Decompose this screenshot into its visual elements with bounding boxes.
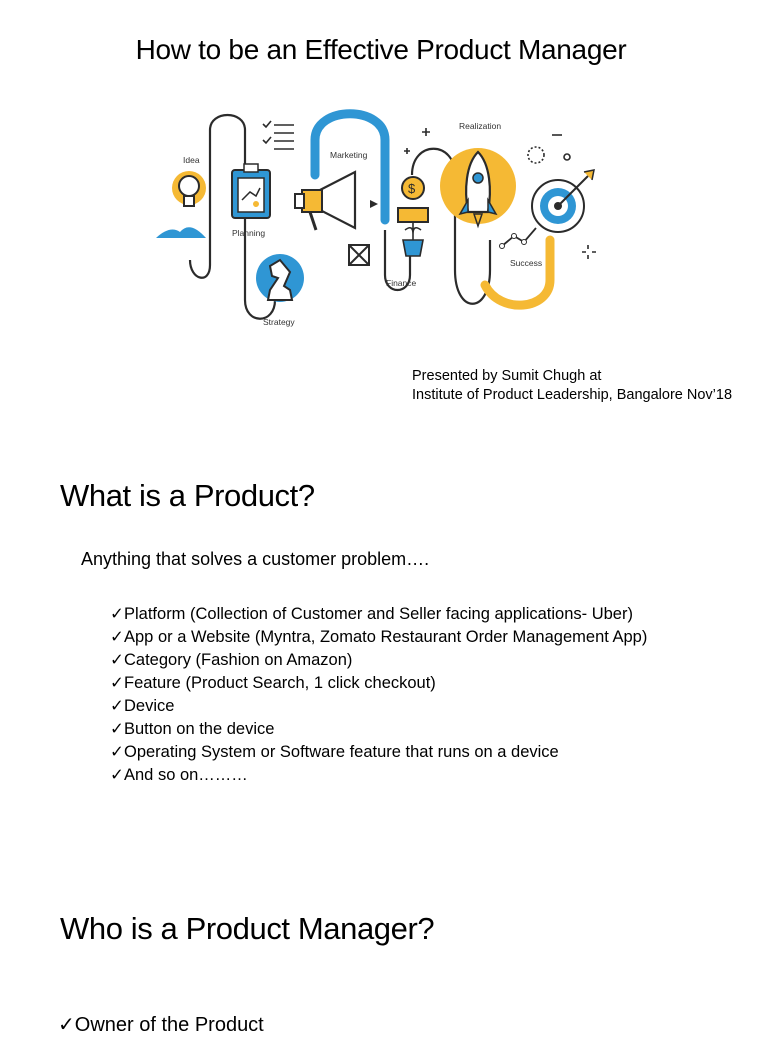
venue-line: Institute of Product Leadership, Bangalore Nov’18 xyxy=(412,386,733,403)
crossed-box-icon xyxy=(349,245,369,265)
product-journey-illustration xyxy=(70,100,650,340)
list-item: ✓Operating System or Software feature that runs on a device xyxy=(110,741,647,764)
checkmark-icon: ✓ xyxy=(110,743,124,761)
lightbulb-icon xyxy=(156,171,206,238)
clipboard-icon xyxy=(232,164,270,218)
label-planning: Planning xyxy=(232,228,266,238)
target-icon xyxy=(532,170,594,232)
rocket-icon xyxy=(440,148,516,226)
partial-list-item: ✓Owner of the Product xyxy=(58,1014,264,1036)
checkmark-icon: ✓ xyxy=(110,766,124,784)
section-heading-product-manager: Who is a Product Manager? xyxy=(60,911,435,946)
section-heading-product: What is a Product? xyxy=(60,478,315,513)
list-item: ✓Category (Fashion on Amazon) xyxy=(110,649,647,672)
list-item: ✓Feature (Product Search, 1 click checkout) xyxy=(110,672,647,695)
coin-icon xyxy=(402,177,424,199)
checkmark-icon: ✓ xyxy=(110,605,124,623)
checklist-icon xyxy=(263,121,294,149)
product-examples-list xyxy=(110,603,647,787)
label-strategy: Strategy xyxy=(263,317,295,327)
checkmark-icon: ✓ xyxy=(110,720,124,738)
success-arc xyxy=(485,240,550,305)
list-item: ✓Button on the device xyxy=(110,718,647,741)
list-item: ✓Device xyxy=(110,695,647,718)
list-item: ✓And so on……… xyxy=(110,764,647,787)
presenter-line: Presented by Sumit Chugh at xyxy=(412,368,602,384)
presenter-info xyxy=(412,367,732,404)
checkmark-icon: ✓ xyxy=(110,628,124,646)
chess-knight-icon xyxy=(256,254,304,302)
money-plant-icon xyxy=(398,208,428,256)
label-marketing: Marketing xyxy=(330,150,368,160)
label-success: Success xyxy=(510,258,543,268)
growth-chart-icon xyxy=(500,228,537,249)
product-definition: Anything that solves a customer problem…. xyxy=(81,549,430,569)
label-finance: Finance xyxy=(386,278,417,288)
list-item: ✓App or a Website (Myntra, Zomato Restaurant Order Management App) xyxy=(110,626,647,649)
checkmark-icon: ✓ xyxy=(110,697,124,715)
list-item: ✓Platform (Collection of Customer and Seller facing applications- Uber) xyxy=(110,603,647,626)
slide-title: How to be an Effective Product Manager xyxy=(135,34,627,65)
svg-text:$: $ xyxy=(408,181,416,196)
checkmark-icon: ✓ xyxy=(110,674,124,692)
checkmark-icon: ✓ xyxy=(110,651,124,669)
megaphone-icon xyxy=(295,172,378,230)
label-idea: Idea xyxy=(183,155,200,165)
label-realization: Realization xyxy=(459,121,502,131)
